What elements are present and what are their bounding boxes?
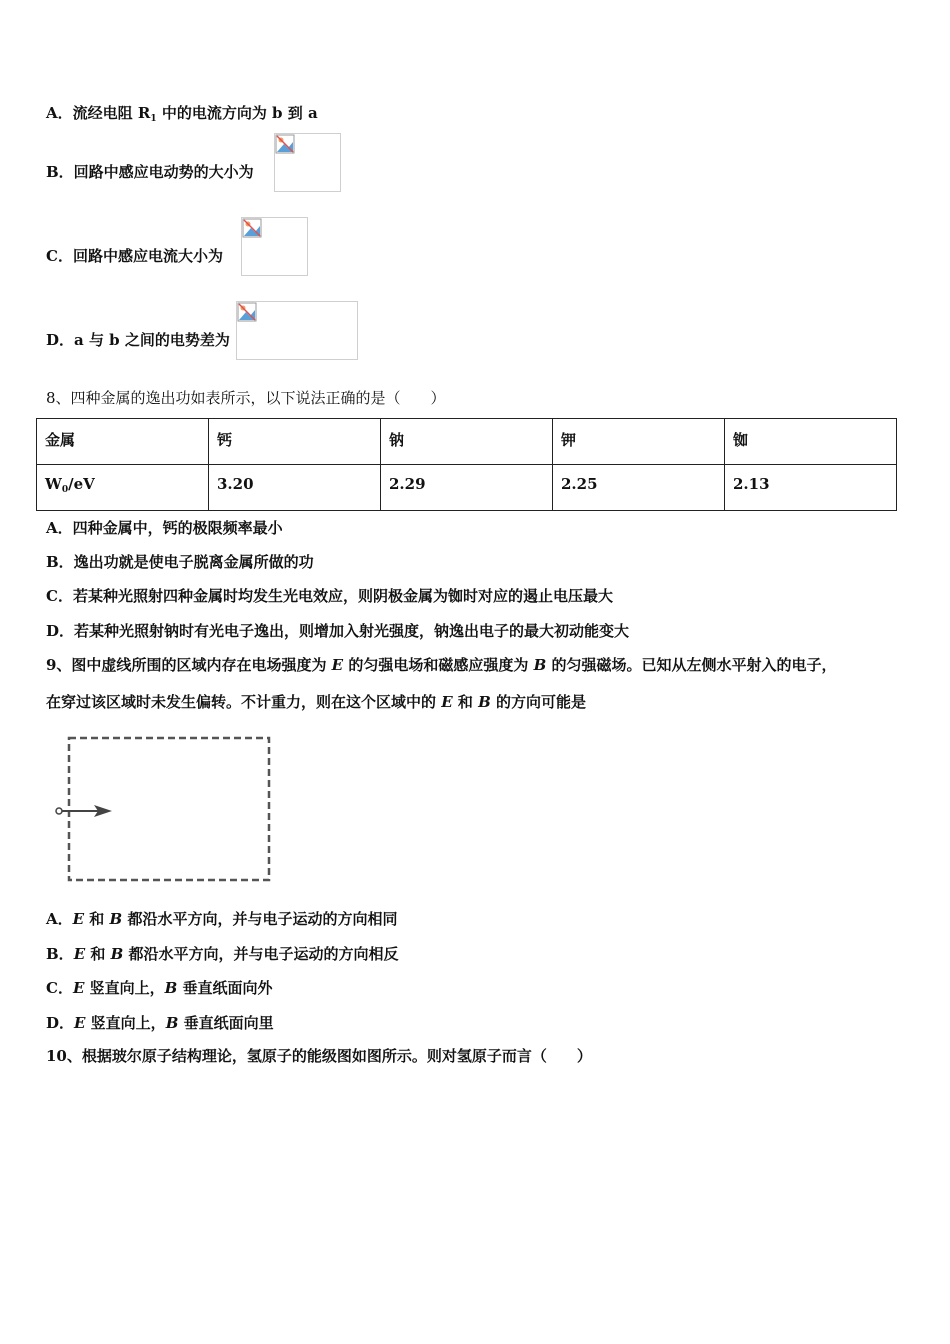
- q10-stem: 10、根据玻尔原子结构理论，氢原子的能级图如图所示。则对氢原子而言（ ）: [46, 1047, 592, 1065]
- broken-image-icon: [275, 134, 295, 154]
- broken-image-placeholder: [274, 133, 341, 192]
- broken-image-placeholder: [236, 301, 358, 360]
- table-row: [37, 419, 897, 465]
- table-cell: 2.25: [553, 465, 725, 511]
- table-cell: 3.20: [209, 465, 381, 511]
- electron-entry-point: [56, 808, 62, 814]
- q8-stem: 8、四种金属的逸出功如表所示，以下说法正确的是（ ）: [46, 389, 446, 407]
- table-cell: 钾: [553, 419, 725, 465]
- q7-option-b: B．回路中感应电动势的大小为: [46, 163, 254, 181]
- q8-option-c: C．若某种光照射四种金属时均发生光电效应，则阴极金属为铷时对应的遏止电压最大: [46, 587, 613, 605]
- table-cell: 2.29: [381, 465, 553, 511]
- q9-stem-line2: 在穿过该区域时未发生偏转。不计重力，则在这个区域中的 E 和 B 的方向可能是: [46, 693, 587, 711]
- table-cell: 铷: [725, 419, 897, 465]
- q9-option-b: B．E 和 B 都沿水平方向，并与电子运动的方向相反: [46, 945, 399, 963]
- q9-option-d: D．E 竖直向上，B 垂直纸面向里: [46, 1014, 274, 1032]
- q9-stem-line1: 9、图中虚线所围的区域内存在电场强度为 E 的匀强电场和磁感应强度为 B 的匀强磁场。已知从左侧水平射入的电子，: [46, 656, 837, 674]
- q7-option-d: D．a 与 b 之间的电势差为: [46, 331, 230, 349]
- broken-image-placeholder: [241, 217, 308, 276]
- table-cell: 金属: [37, 419, 209, 465]
- table-row: [37, 465, 897, 511]
- q7-option-a: A．流经电阻 $R_1$ 中的电流方向为 b 到 a: [46, 104, 318, 124]
- q9-option-c: C．E 竖直向上，B 垂直纸面向外: [46, 979, 273, 997]
- table-cell: 钙: [209, 419, 381, 465]
- q9-option-a: A．E 和 B 都沿水平方向，并与电子运动的方向相同: [46, 910, 398, 928]
- field-region-figure: [50, 728, 290, 893]
- table-cell: 2.13: [725, 465, 897, 511]
- q7-option-c: C．回路中感应电流大小为: [46, 247, 223, 265]
- broken-image-icon: [242, 218, 262, 238]
- q8-option-b: B．逸出功就是使电子脱离金属所做的功: [46, 553, 314, 571]
- work-function-table: [36, 418, 897, 511]
- table-cell: $W_0/eV$: [37, 465, 209, 511]
- q8-option-a: A．四种金属中，钙的极限频率最小: [46, 519, 283, 537]
- q8-option-d: D．若某种光照射钠时有光电子逸出，则增加入射光强度，钠逸出电子的最大初动能变大: [46, 622, 630, 640]
- table-cell: 钠: [381, 419, 553, 465]
- broken-image-icon: [237, 302, 257, 322]
